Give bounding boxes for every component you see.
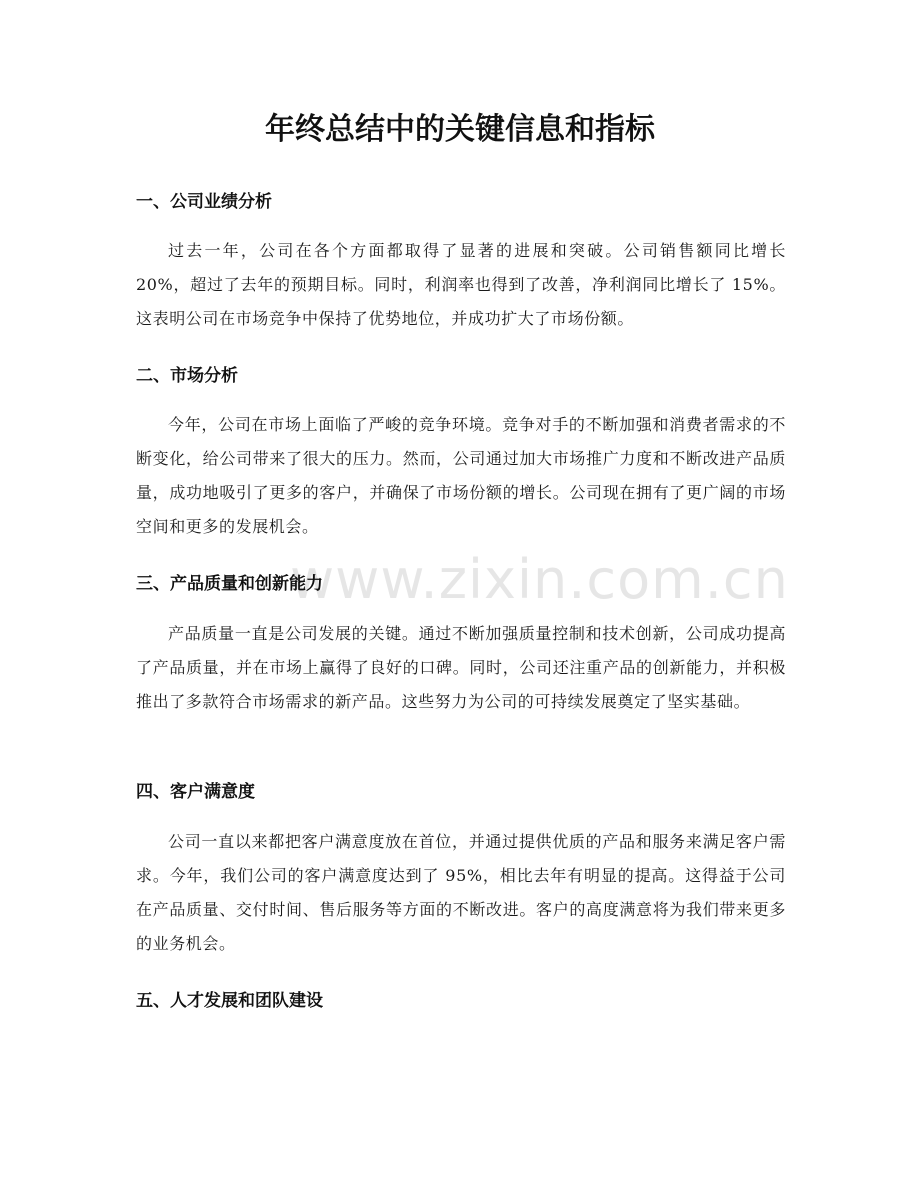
section-body-satisfaction: 公司一直以来都把客户满意度放在首位，并通过提供优质的产品和服务来满足客户需求。今年，我们公司的客户满意度达到了 95%，相比去年有明显的提高。这得益于公司在产品质量、交付时间、售后服务等方面的不断改进。客户的高度满意将为我们带来更多的业务机会。 xyxy=(136,832,786,953)
section-body-performance: 过去一年，公司在各个方面都取得了显著的进展和突破。公司销售额同比增长 20%，超过了去年的预期目标。同时，利润率也得到了改善，净利润同比增长了 15%。这表明公司在市场竞争中保持了优势地位，并成功扩大了市场份额。 xyxy=(136,241,786,328)
section-heading-quality: 三、产品质量和创新能力 xyxy=(136,574,323,594)
document-title: 年终总结中的关键信息和指标 xyxy=(265,112,655,147)
section-heading-satisfaction: 四、客户满意度 xyxy=(136,782,255,802)
section-heading-performance: 一、公司业绩分析 xyxy=(136,192,272,212)
section-heading-market: 二、市场分析 xyxy=(136,366,238,386)
section-body-market: 今年，公司在市场上面临了严峻的竞争环境。竞争对手的不断加强和消费者需求的不断变化，给公司带来了很大的压力。然而，公司通过加大市场推广力度和不断改进产品质量，成功地吸引了更多的客户，并确保了市场份额的增长。公司现在拥有了更广阔的市场空间和更多的发展机会。 xyxy=(136,415,786,536)
watermark: www.zixin.com.cn xyxy=(290,548,789,611)
section-heading-talent: 五、人才发展和团队建设 xyxy=(136,991,323,1011)
section-body-quality: 产品质量一直是公司发展的关键。通过不断加强质量控制和技术创新，公司成功提高了产品质量，并在市场上赢得了良好的口碑。同时，公司还注重产品的创新能力，并积极推出了多款符合市场需求的新产品。这些努力为公司的可持续发展奠定了坚实基础。 xyxy=(136,624,786,711)
